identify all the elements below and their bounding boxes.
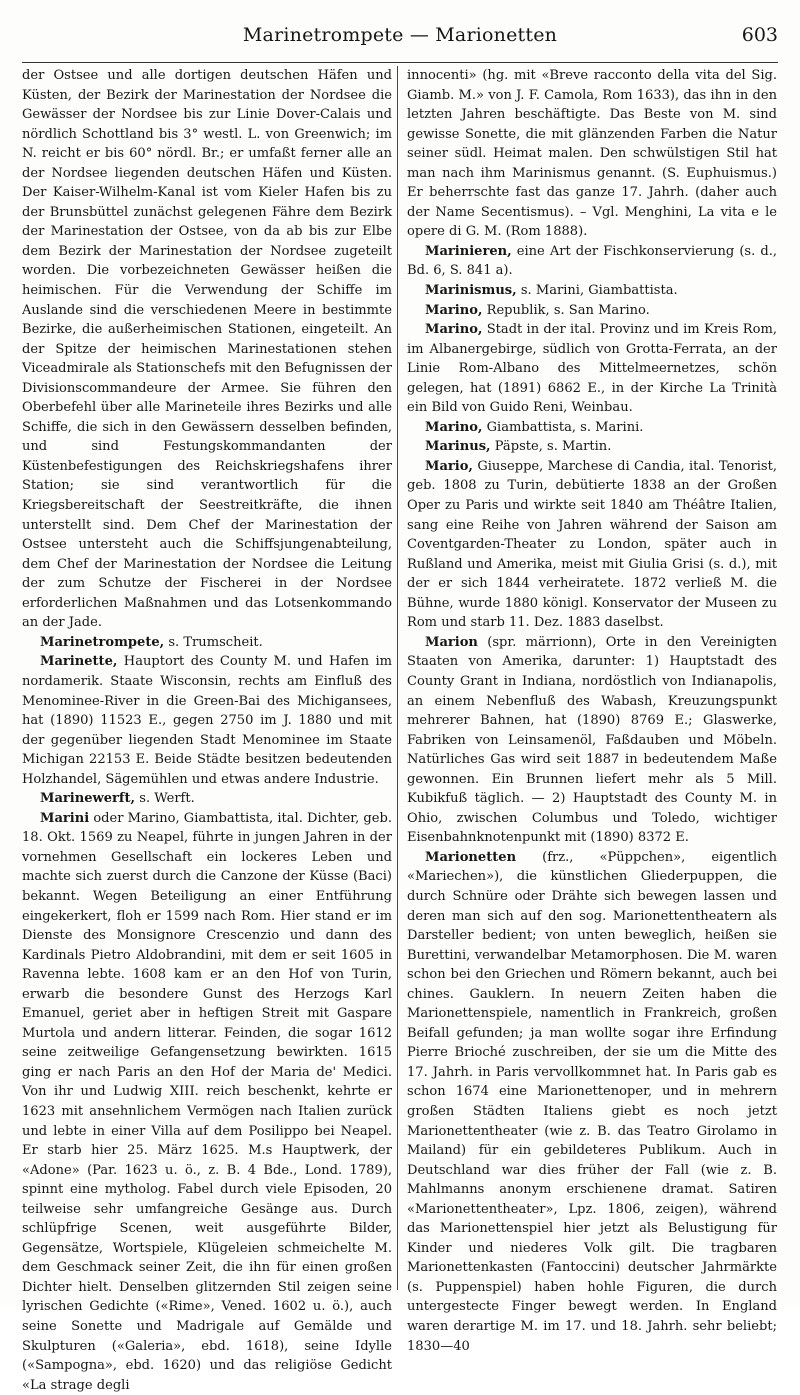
entry-marini [22, 809, 392, 1395]
entry-marinewerft [22, 789, 392, 809]
entry-headword: Marino, [425, 302, 483, 318]
entry-headword: Marini [40, 810, 90, 826]
entry-marinieren [407, 242, 777, 281]
left-column [22, 66, 392, 1395]
entry-text: Päpste, s. Martin. [490, 439, 612, 455]
entry-headword: Marinewerft, [40, 791, 136, 807]
entry-text: s. Marini, Giambattista. [516, 283, 678, 299]
entry-marionetten [407, 848, 777, 1356]
entry-headword: Marinus, [425, 439, 491, 455]
entry-text: Giambattista, s. Marini. [482, 419, 644, 435]
entry-text: innocenti» (hg. mit «Breve racconto della vita del Sig. Giamb. M.» von J. F. Camola, Rom 1633), das ihn in den letzten Jahren beschäftigte. Das Beste von M. sind gewisse Sonette, die mit glänzenden Farben die Natur seiner südl. Heimat malen. Den schwülstigen Stil hat man nach ihm Marinismus genannt. (S. Euphuismus.) Er beherrschte fast das ganze 17. Jahrh. (daher auch der Name Secentismus). – Vgl. Menghini, La vita e le opere di G. M. (Rom 1888). [407, 68, 777, 240]
entry-text: Hauptort des County M. und Hafen im nordamerik. Staate Wisconsin, rechts am Einfluß des Menominee-River in die Green-Bai des Michigansees, hat (1890) 11523 E., gegen 2750 im J. 1880 und mit der gegenüber liegenden Stadt Menominee im Staate Michigan 22153 E. Beide Städte besitzen bedeutenden Holzhandel, Sägemühlen und etwas andere Industrie. [22, 654, 392, 787]
entry-headword: Mario, [425, 458, 473, 474]
entry-headword: Marionetten [425, 849, 517, 865]
right-column [407, 66, 777, 1356]
entry-text: (frz., «Püppchen», eigentlich «Mariechen»), die künstlichen Gliederpuppen, die durch Schnüre oder Drähte sich bewegen lassen und deren man sich auf den sog. Marionettentheatern als Darsteller bedient; von unten beweglich, heißen sie Burettini, verwandelbar Metamorphosen. Die M. waren schon bei den Griechen und Römern bekannt, auch bei chines. Gauklern. In neuern Zeiten haben die Marionettenspiele, namentlich in Frankreich, großen Beifall gefunden; ja man wollte sogar ihre Erfindung Pierre Brioché zuschreiben, der sie um die Mitte des 17. Jahrh. in Paris vervollkommnet hat. In Paris gab es schon 1674 eine Marionettenoper, und in mehrern großen Städten Italiens giebt es noch jetzt Marionettentheater (wie z. B. das Teatro Girolamo in Mailand) für ein gebildeteres Publikum. Auch in Deutschland war dies früher der Fall (wie z. B. Mahlmanns anonym erschienene dramat. Satiren «Marionettentheater», Lpz. 1806, zeigen), während das Marionettenspiel hier jetzt als Belustigung für Kinder und niederes Volk gilt. Die tragbaren Marionettenkasten (Fantoccini) deutscher Jahrmärkte (s. Puppenspiel) haben hohle Figuren, die durch untergestecte Finger bewegt werden. In England waren derartige M. im 17. und 18. Jahrh. sehr beliebt; 1830—40 [407, 849, 777, 1354]
entry-marinetrompete [22, 633, 392, 653]
entry-marinus [407, 437, 777, 457]
entry-marino-republik [407, 301, 777, 321]
entry-marion [407, 633, 777, 848]
entry-text: der Ostsee und alle dortigen deutschen Häfen und Küsten, der Bezirk der Marinestation der Nordsee die Gewässer der Nordsee bis zur Linie Dover-Calais und nördlich Schottland bis 3° westl. L. von Greenwich; im N. reicht er bis 60° nördl. Br.; er umfaßt ferner alle an der Nordsee liegenden deutschen Häfen und Küsten. Der Kaiser-Wilhelm-Kanal ist vom Kieler Hafen bis zu der Brunsbüttel zunächst gelegenen Fähre dem Bezirk der Marinestation der Ostsee, von da ab bis zur Elbe dem Bezirk der Marinestation der Nordsee zugeteilt worden. Die vorbezeichneten Gewässer heißen die heimischen. Für die Verwendung der Schiffe im Auslande sind die verschiedenen Meere in bestimmte Bezirke, die außerheimischen Stationen, eingeteilt. An der Spitze der heimischen Marinestationen stehen Viceadmirale als Stationschefs mit den Befugnissen der Divisionscommandeure der Armee. Sie führen den Oberbefehl über alle Marineteile ihres Bezirks und alle Schiffe, die sich in den Gewässern desselben befinden, und sind Festungskommandanten der Küstenbefestigungen des Reichskriegshafens ihrer Station; sie sind verantwortlich für die Kriegsbereitschaft der Seestreitkräfte, die ihnen unterstellt sind. Dem Chef der Marinestation der Ostsee untersteht auch die Schiffsjungenabteilung, dem Chef der Marinestation der Nordsee die Leitung der zum Schutze der Fischerei in der Nordsee erforderlichen Maßnahmen und das Lotsenkommando an der Jade. [22, 68, 392, 631]
page-header [22, 24, 778, 52]
page-number: 603 [741, 24, 778, 46]
entry-headword: Marinetrompete, [40, 634, 165, 650]
entry-marino-stadt [407, 320, 777, 418]
entry-marino-giambattista [407, 418, 777, 438]
entry-text: oder Marino, Giambattista, ital. Dichter, geb. 18. Okt. 1569 zu Neapel, führte in jungen Jahren in der vornehmen Gesellschaft ein lockeres Leben und machte sich zuerst durch die Canzone der Küsse (Baci) bekannt. Wegen Beteiligung an einer Entführung eingekerkert, floh er 1599 nach Rom. Hier stand er im Dienste des Monsignore Crescenzio und dann des Kardinals Pietro Aldobrandini, mit dem er seit 1605 in Ravenna lebte. 1608 kam er an den Hof von Turin, erwarb die besondere Gunst des Herzogs Karl Emanuel, geriet aber in heftigen Streit mit Gaspare Murtola und andern litterar. Feinden, die sogar 1612 seine zeitweilige Gefangensetzung bewirkten. 1615 ging er nach Paris an den Hof der Maria de' Medici. Von ihr und Ludwig XIII. reich beschenkt, kehrte er 1623 mit ansehnlichem Vermögen nach Italien zurück und lebte in einer Villa auf dem Posilippo bei Neapel. Er starb hier 25. März 1625. M.s Hauptwerk, der «Adone» (Par. 1623 u. ö., z. B. 4 Bde., Lond. 1789), spinnt eine mytholog. Fabel durch viele Episoden, 20 teilweise sehr umfangreiche Gesänge aus. Durch schlüpfrige Scenen, weit ausgeführte Bilder, Gegensätze, Wortspiele, Klügeleien schmeichelte M. dem Geschmack seiner Zeit, die ihn für einen großen Dichter hielt. Denselben glitzernden Stil zeigen seine lyrischen Gedichte («Rime», Vened. 1602 u. ö.), auch seine Sonette und Madrigale auf Gemälde und Skulpturen («Galeria», ebd. 1618), seine Idylle («Sampogna», ebd. 1620) und das religiöse Gedicht «La strage degli [22, 810, 392, 1393]
entry-headword: Marion [425, 634, 478, 650]
entry-mario [407, 457, 777, 633]
entry-text: Republik, s. San Marino. [482, 302, 650, 318]
entry-text: (spr. märrionn), Orte in den Vereinigten Staaten von Amerika, darunter: 1) Hauptstadt des County Grant in Indiana, nordöstlich von Indianapolis, an einem Nebenfluß des Wabash, Kreuzungspunkt mehrerer Bahnen, hat (1890) 8769 E.; Glaswerke, Fabriken von Leinsamenöl, Faßdauben und Möbeln. Natürliches Gas wird seit 1887 in bedeutendem Maße gewonnen. Ein Brunnen liefert mehr als 5 Mill. Kubikfuß täglich. — 2) Hauptstadt des County M. in Ohio, zwischen Columbus und Toledo, wichtiger Eisenbahnknotenpunkt mit (1890) 8372 E. [407, 634, 777, 846]
entry-text: Stadt in der ital. Provinz und im Kreis Rom, im Albanergebirge, südlich von Grotta-Ferrata, an der Linie Rom-Albano des Mittelmeernetzes, schön gelegen, hat (1891) 6862 E., in der Kirche La Trinità ein Bild von Guido Reni, Weinbau. [407, 322, 777, 416]
entry-headword: Marinette, [40, 654, 118, 670]
column-divider [397, 66, 398, 1290]
entry-text: eine Art der Fischkonservierung (s. d., Bd. 6, S. 841 a). [407, 243, 777, 279]
entry-continuation [407, 66, 777, 242]
entry-headword: Marino, [425, 322, 483, 338]
entry-marinette [22, 652, 392, 789]
header-rule [22, 62, 778, 63]
entry-headword: Marino, [425, 419, 483, 435]
running-title: Marinetrompete — Marionetten [242, 24, 558, 46]
entry-headword: Marinieren, [425, 243, 512, 259]
entry-marinismus [407, 281, 777, 301]
entry-text: Giuseppe, Marchese di Candia, ital. Tenorist, geb. 1808 zu Turin, debütierte 1838 an der Großen Oper zu Paris und wirkte seit 1840 am Théâtre Italien, sang eine Reihe von Jahren während der Saison am Coventgarden-Theater zu London, später auch in Rußland und Amerika, meist mit Giulia Grisi (s. d.), mit der er sich 1844 verheiratete. 1872 verließ M. die Bühne, wurde 1880 königl. Konservator der Museen zu Rom und starb 11. Dez. 1883 daselbst. [407, 458, 777, 631]
entry-text: s. Trumscheit. [164, 634, 263, 650]
entry-continuation [22, 66, 392, 633]
entry-text: s. Werft. [135, 791, 195, 807]
entry-headword: Marinismus, [425, 283, 517, 299]
